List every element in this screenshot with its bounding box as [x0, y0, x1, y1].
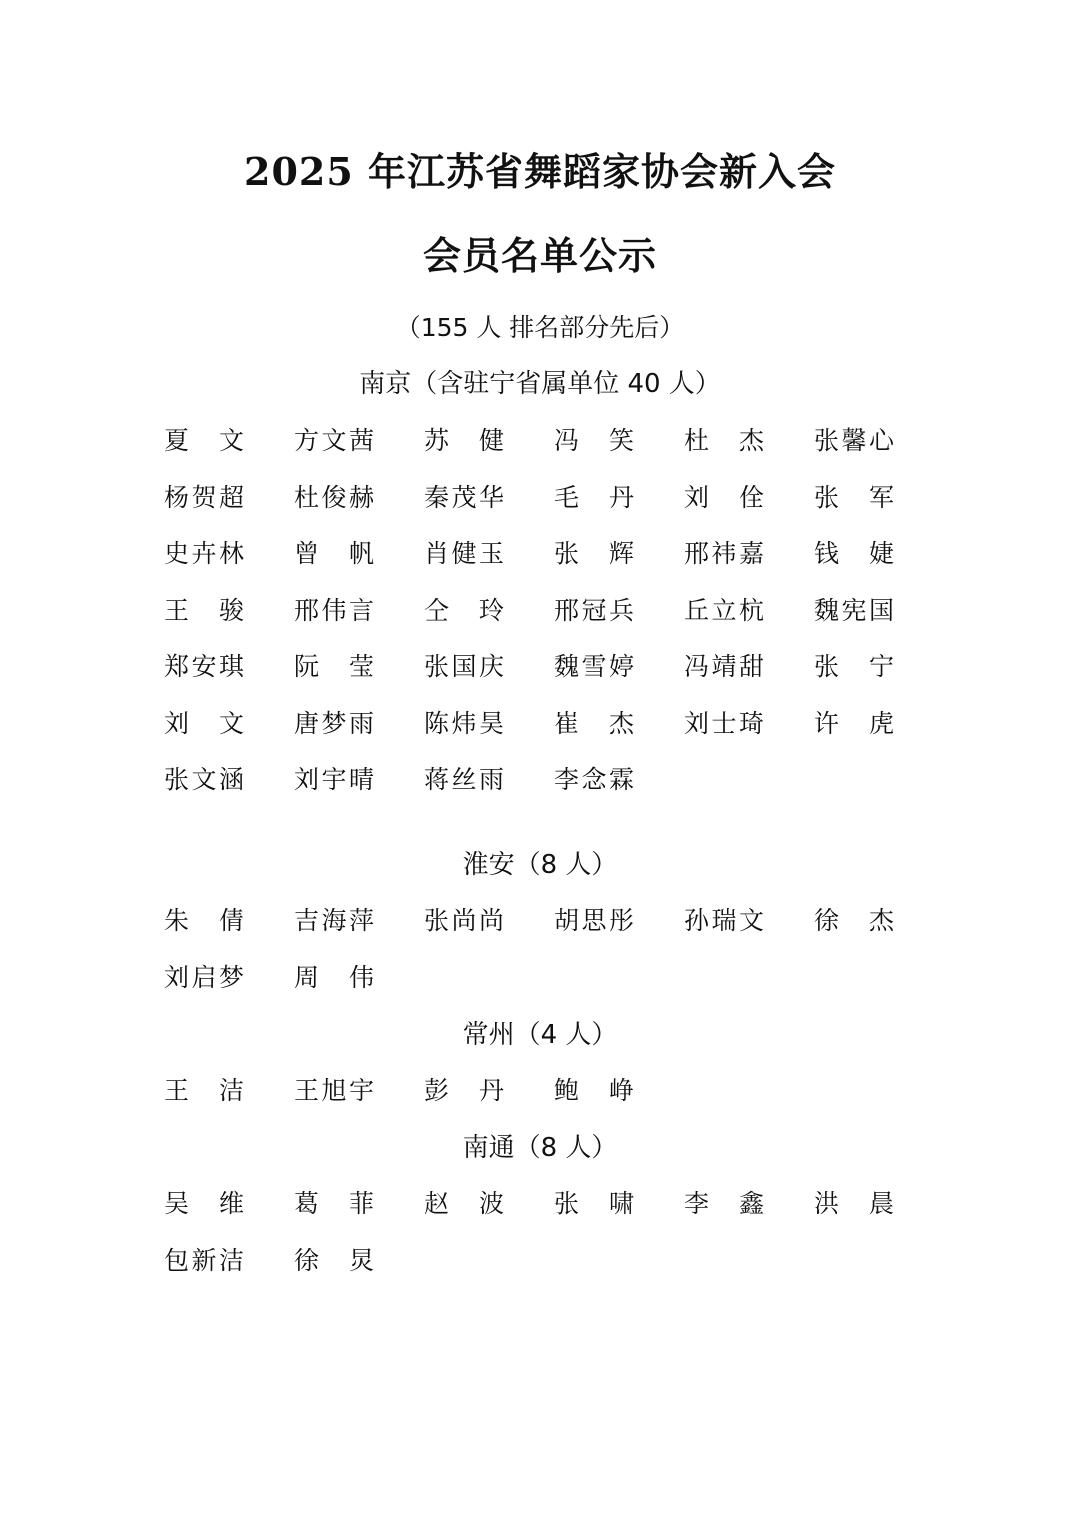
member-name: 鲍 峥 — [554, 1076, 634, 1105]
member-name: 阮 莹 — [294, 652, 374, 681]
member-name: 赵 波 — [424, 1189, 504, 1218]
member-name: 史 卉 林 — [164, 539, 244, 568]
member-name: 刘 士 琦 — [684, 708, 764, 738]
member-name: 刘 宇 晴 — [294, 765, 374, 794]
subtitle: （155 人 排名部分先后） — [395, 313, 685, 342]
member-name: 吴 维 — [164, 1189, 244, 1218]
member-name: 张 辉 — [554, 539, 634, 568]
region-heading-changzhou: 常州（4 人） — [462, 1020, 618, 1050]
member-name: 崔 杰 — [554, 708, 634, 738]
member-name: 刘 文 — [164, 708, 244, 738]
member-name: 杜 杰 — [684, 426, 764, 455]
member-name: 陈 炜 昊 — [424, 708, 504, 738]
member-name: 王 旭 宇 — [294, 1076, 374, 1105]
member-name: 肖 健 玉 — [424, 539, 504, 568]
member-name: 胡 思 彤 — [554, 906, 634, 935]
member-name: 唐 梦 雨 — [294, 708, 374, 738]
name-grid-nanjing — [164, 421, 944, 817]
member-name: 张 文 涵 — [164, 765, 244, 794]
member-name: 洪 晨 — [814, 1189, 894, 1218]
name-grid-huaian — [164, 901, 944, 1014]
member-name: 张 国 庆 — [424, 652, 504, 681]
member-name: 孙 瑞 文 — [684, 906, 764, 935]
member-name: 徐 炅 — [294, 1245, 374, 1275]
member-name: 周 伟 — [294, 962, 374, 992]
member-name: 徐 杰 — [814, 906, 894, 935]
region-heading-huaian: 淮安（8 人） — [462, 850, 618, 880]
member-name: 许 虎 — [814, 708, 894, 738]
member-name: 张 军 — [814, 482, 894, 512]
title-line-2: 会员名单公示 — [422, 233, 657, 278]
member-name: 邢 冠 兵 — [554, 595, 634, 625]
member-name: 苏 健 — [424, 426, 504, 455]
member-name: 郑 安 琪 — [164, 652, 244, 681]
member-name: 张 馨 心 — [814, 426, 894, 455]
member-name: 冯 笑 — [554, 426, 634, 455]
member-name: 蒋 丝 雨 — [424, 765, 504, 794]
member-name: 张 宁 — [814, 652, 894, 681]
name-grid-changzhou — [164, 1071, 944, 1128]
member-name: 魏 雪 婷 — [554, 652, 634, 681]
member-name: 邢 祎 嘉 — [684, 539, 764, 568]
member-name: 钱 婕 — [814, 539, 894, 568]
member-name: 刘 佺 — [684, 482, 764, 512]
member-name: 仝 玲 — [424, 595, 504, 625]
member-name: 曾 帆 — [294, 539, 374, 568]
region-heading-nanjing: 南京（含驻宁省属单位 40 人） — [359, 369, 721, 399]
member-name: 方 文 茜 — [294, 426, 374, 455]
member-name: 李 念 霖 — [554, 765, 634, 794]
member-name: 毛 丹 — [554, 482, 634, 512]
member-name: 王 洁 — [164, 1076, 244, 1105]
member-name: 夏 文 — [164, 426, 244, 455]
member-name: 丘 立 杭 — [684, 595, 764, 625]
member-name: 秦 茂 华 — [424, 482, 504, 512]
member-name: 彭 丹 — [424, 1076, 504, 1105]
member-name: 邢 伟 言 — [294, 595, 374, 625]
member-name: 杨 贺 超 — [164, 482, 244, 512]
member-name: 李 鑫 — [684, 1189, 764, 1218]
member-name: 朱 倩 — [164, 906, 244, 935]
name-grid-nantong — [164, 1184, 944, 1297]
region-heading-nantong: 南通（8 人） — [462, 1133, 618, 1163]
member-name: 冯 靖 甜 — [684, 652, 764, 681]
member-name: 葛 菲 — [294, 1189, 374, 1218]
member-name: 刘 启 梦 — [164, 962, 244, 992]
title-line-1: 2025 年江苏省舞蹈家协会新入会 — [244, 149, 836, 194]
member-name: 张 啸 — [554, 1189, 634, 1218]
member-name: 包 新 洁 — [164, 1245, 244, 1275]
member-name: 杜 俊 赫 — [294, 482, 374, 512]
member-name: 王 骏 — [164, 595, 244, 625]
member-name: 吉 海 萍 — [294, 906, 374, 935]
member-name: 魏 宪 国 — [814, 595, 894, 625]
member-name: 张 尚 尚 — [424, 906, 504, 935]
